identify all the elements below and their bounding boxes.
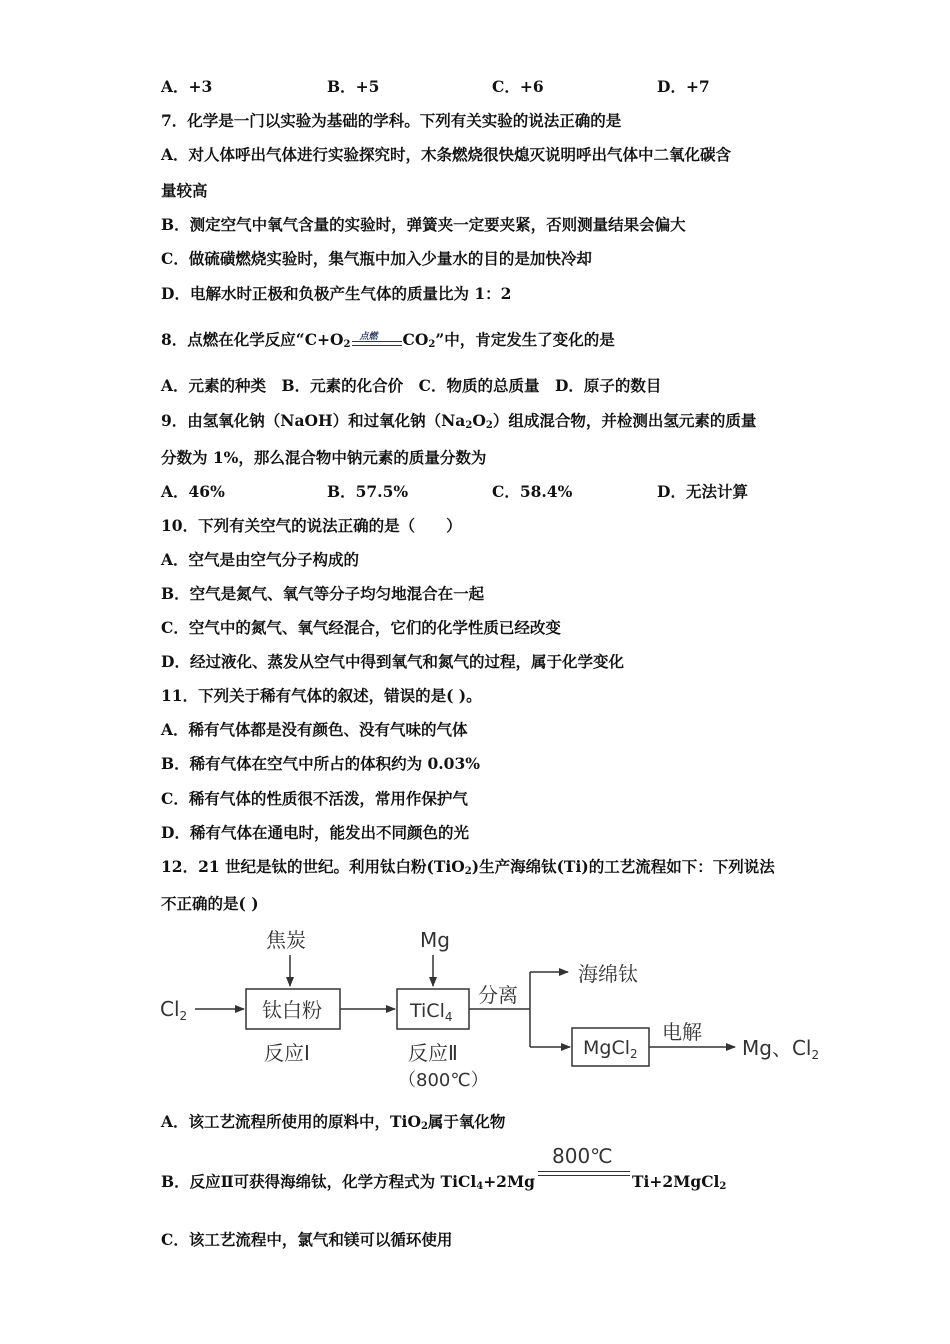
mg-input-label: Mg — [420, 928, 450, 952]
q8-options: A．元素的种类 B．元素的化合价 C．物质的总质量 D．原子的数目 — [161, 376, 662, 395]
reaction-1-label: 反应Ⅰ — [264, 1041, 310, 1065]
q7-option-d: D．电解水时正极和负极产生气体的质量比为 1：2 — [161, 284, 512, 303]
q11-stem: 11．下列关于稀有气体的叙述，错误的是( )。 — [161, 686, 482, 705]
q7-option-a-cont: 量较高 — [161, 181, 208, 200]
q11-option-a: A．稀有气体都是没有颜色、没有气味的气体 — [161, 720, 468, 739]
q11-option-c: C．稀有气体的性质很不活泼，常用作保护气 — [161, 789, 468, 808]
cl2-input-label: $Cl_2$ — [160, 997, 188, 1023]
q11-option-b: B．稀有气体在空气中所占的体积约为 0.03% — [161, 754, 480, 773]
q10-option-b: B．空气是氮气、氧气等分子均匀地混合在一起 — [161, 584, 485, 603]
q7-stem: 7．化学是一门以实验为基础的学科。下列有关实验的说法正确的是 — [161, 111, 622, 130]
separation-label: 分离 — [478, 983, 518, 1007]
sponge-titanium-label: 海绵钛 — [578, 962, 638, 986]
q7-option-a: A．对人体呼出气体进行实验探究时，木条燃烧很快熄灭说明呼出气体中二氧化碳含 — [161, 145, 732, 164]
q12-option-b: B．反应Ⅱ可获得海绵钛，化学方程式为 TiCl$_4$+2Mg — [161, 1172, 535, 1192]
q9-option-b: B．57.5% — [327, 482, 409, 501]
q12-stem-line1: 12．21 世纪是钛的世纪。利用钛白粉(TiO$_2$)生产海绵钛(Ti)的工艺流程如下：下列说法 — [161, 857, 775, 877]
q9-option-c: C．58.4% — [492, 482, 573, 501]
q8-stem: 8．点燃在化学反应“$C+O_2$ 点燃 $CO_2$”中，肯定发生了变化的是 — [161, 330, 615, 350]
q12-option-a: A．该工艺流程所使用的原料中，TiO$_2$属于氧化物 — [161, 1112, 506, 1132]
q12-option-b-products: Ti+2MgCl$_2$ — [632, 1172, 727, 1192]
titanium-dioxide-label: 钛白粉 — [262, 998, 322, 1022]
q6-option-c: C．+6 — [492, 77, 544, 96]
burn-condition-equals: 点燃 — [352, 331, 402, 351]
coke-label: 焦炭 — [266, 928, 306, 952]
q9-stem-line2: 分数为 1%，那么混合物中钠元素的质量分数为 — [161, 448, 487, 467]
process-flow-diagram — [150, 920, 840, 1098]
q6-option-a: A．+3 — [161, 77, 213, 96]
temperature-label: （800℃） — [398, 1070, 489, 1091]
q9-stem-line1: 9．由氢氧化钠（NaOH）和过氧化钠$(Na_2O_2)$组成混合物，并检测出氢元素的质量 — [161, 411, 757, 431]
q10-option-a: A．空气是由空气分子构成的 — [161, 550, 360, 569]
products-label: Mg、$Cl_2$ — [742, 1036, 820, 1062]
q10-stem: 10．下列有关空气的说法正确的是（ ） — [161, 516, 462, 535]
q12-stem-line2: 不正确的是( ) — [161, 894, 259, 913]
q12-option-c: C．该工艺流程中，氯气和镁可以循环使用 — [161, 1230, 453, 1249]
q6-option-d: D．+7 — [657, 77, 710, 96]
q10-option-c: C．空气中的氮气、氧气经混合，它们的化学性质已经改变 — [161, 618, 561, 637]
electrolysis-label: 电解 — [662, 1020, 702, 1044]
q9-option-a: A．46% — [161, 482, 225, 501]
mgcl2-label: MgCl$_2$ — [583, 1037, 638, 1061]
q7-option-c: C．做硫磺燃烧实验时，集气瓶中加入少量水的目的是加快冷却 — [161, 249, 592, 268]
q10-option-d: D．经过液化、蒸发从空气中得到氧气和氮气的过程，属于化学变化 — [161, 652, 624, 671]
q7-option-b: B．测定空气中氧气含量的实验时，弹簧夹一定要夹紧，否则测量结果会偏大 — [161, 215, 686, 234]
q9-option-d: D．无法计算 — [657, 482, 748, 501]
reaction-2-label: 反应Ⅱ — [408, 1041, 458, 1065]
reaction-condition-equals: 800℃ — [538, 1144, 630, 1184]
q6-option-b: B．+5 — [327, 77, 380, 96]
ticl4-label: TiCl$_4$ — [410, 1000, 453, 1024]
q11-option-d: D．稀有气体在通电时，能发出不同颜色的光 — [161, 823, 469, 842]
